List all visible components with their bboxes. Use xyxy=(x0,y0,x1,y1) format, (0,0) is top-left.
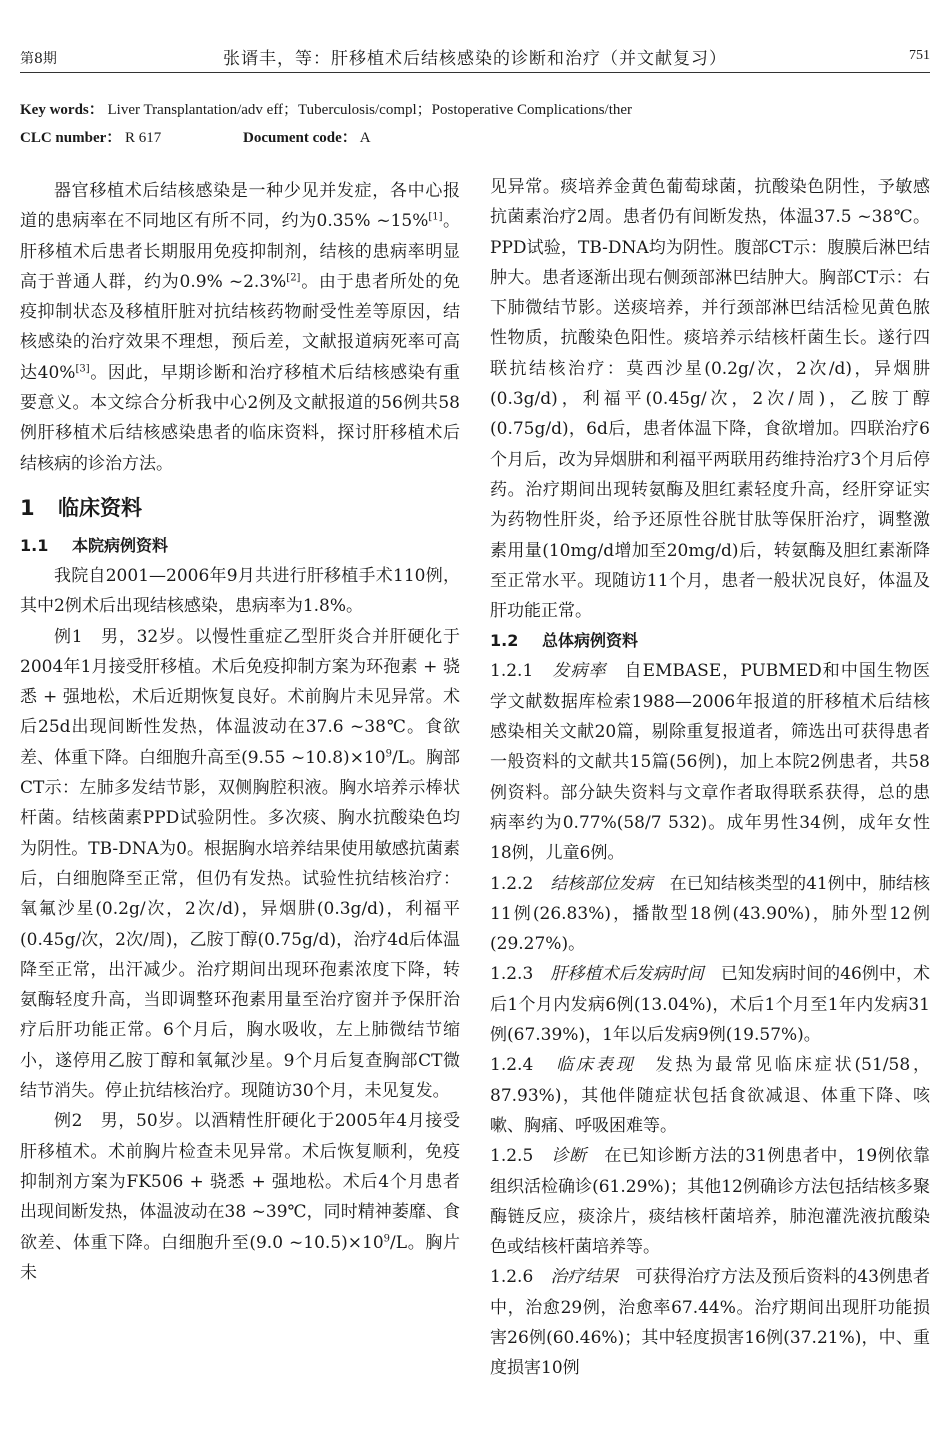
clc-value: R 617 xyxy=(125,130,162,146)
clinical-manifestation-paragraph: 1.2.4 临床表现 发热为最常见临床症状(51/58，87.93%)，其他伴随症状包括食欲减退、体重下降、咳嗽、胸痛、呼吸困难等。 xyxy=(490,1055,931,1136)
hospital-cases-paragraph: 我院自2001—2006年9月共进行肝移植手术110例，其中2例术后出现结核感染，患病率为1.8%。 xyxy=(20,565,460,617)
running-title: 张谞丰，等：肝移植术后结核感染的诊断和治疗（并文献复习） xyxy=(223,49,727,69)
right-column xyxy=(490,172,930,1384)
section-heading-1-1: 1.1 本院病例资料 xyxy=(20,535,169,555)
case-1-paragraph: 例1 男，32岁。以慢性重症乙型肝炎合并肝硬化于2004年1月接受肝移植。术后免疫抑制方案为环孢素 + 骁悉 + 强地松，术后近期恢复良好。术前胸片未见异常。术后25d出现间断性发热，体温波动在37.6 ~38℃。食欲差、体重下降。白细胞升高至(9.55 $\sim 10.8)\times 10^9/L$。胸部CT示：左肺多发结节影，双侧胸腔积液。胸水培养示棒状杆菌。结核菌素PPD试验阴性。多次痰、胸水抗酸染色均为阴性。TB-DNA为0。根据胸水培养结果使用敏感抗菌素后，白细胞降至正常，但仍有发热。试验性抗结核治疗：氧氟沙星(0.2g/次，2次/d)，异烟肼(0.3g/d)，利福平(0.45g/次，2次/周)，乙胺丁醇(0.75g/d)，治疗4d后体温降至正常，出汗减少。治疗期间出现环孢素浓度下降，转氨酶轻度升高，当即调整环孢素用量至治疗窗并予保肝治疗后肝功能正常。6个月后，胸水吸收，左上肺微结节缩小，遂停用乙胺丁醇和氧氟沙星。9个月后复查胸部CT微结节消失。停止抗结核治疗。现随访30个月，未见复发。 xyxy=(20,626,460,1102)
clc-label: CLC number xyxy=(20,130,107,146)
site-paragraph: 1.2.2 结核部位发病 在已知结核类型的41例中，肺结核11例(26.83%)，播散型18例(43.90%)，肺外型12例(29.27%)。 xyxy=(490,873,931,955)
case-2-continued: 见异常。痰培养金黄色葡萄球菌，抗酸染色阴性，予敏感抗菌素治疗2周。患者仍有间断发热，体温37.5 ~38℃。PPD试验，TB-DNA均为阴性。腹部CT示：腹膜后淋巴结肿大。患者逐渐出现右侧颈部淋巴结肿大。胸部CT示：右下肺微结节影。送痰培养，并行颈部淋巴结活检见黄色脓性物质，抗酸染色阳性。痰培养示结核杆菌生长。遂行四联抗结核治疗：莫西沙星(0.2g/次，2次/d)，异烟肼(0.3g/d)，利福平(0.45g/次，2次/周)，乙胺丁醇(0.75g/d)，6d后，患者体温下降，食欲增加。四联治疗6个月后，改为异烟肼和利福平两联用药维持治疗3个月后停药。治疗期间出现转氨酶及胆红素轻度升高，经肝穿证实为药物性肝炎，给予还原性谷胱甘肽等保肝治疗，调整激素用量(10mg/d增加至20mg/d)后，转氨酶及胆红素渐降至正常水平。现随访11个月，患者一般状况良好，体温及肝功能正常。 xyxy=(490,177,930,622)
left-column xyxy=(20,176,460,1288)
citation-3: [3] xyxy=(75,363,90,375)
keywords-block: Key words： Liver Transplantation/adv eff；Tuberculosis/compl；Postoperative Complications/ther CLC number： R 617 Document code： A xyxy=(20,102,633,146)
intro-paragraph: 器官移植术后结核感染是一种少见并发症，各中心报道的患病率在不同地区有所不同，约为0.35% ~15%[1]。肝移植术后患者长期服用免疫抑制剂，结核的患病率明显高于普通人群，约为0.9% ~2.3%[2]。由于患者所处的免疫抑制状态及移植肝脏对抗结核药物耐受性差等原因，结核感染的治疗效果不理想，预后差，文献报道病死率可高达40%[3]。因此，早期诊断和治疗移植术后结核感染有重要意义。本文综合分析我中心2例及文献报道的56例共58例肝移植术后结核感染患者的临床资料，探讨肝移植术后结核病的诊治方法。 xyxy=(20,181,461,474)
page-number: 751 xyxy=(909,48,930,63)
running-header xyxy=(20,44,930,74)
keywords-text: Liver Transplantation/adv eff；Tuberculosis/compl；Postoperative Complications/ther xyxy=(107,102,633,118)
issue-number: 第8期 xyxy=(20,51,57,67)
diagnosis-paragraph: 1.2.5 诊断 在已知诊断方法的31例患者中，19例依靠组织活检确诊(61.29%)；其他12例确诊方法包括结核多聚酶链反应，痰涂片，痰结核杆菌培养，肺泡灌洗液抗酸染色或结核杆菌培养等。 xyxy=(490,1146,931,1258)
citation-1: [1] xyxy=(428,211,443,223)
section-heading-1: 1 临床资料 xyxy=(20,495,142,520)
onset-time-paragraph: 1.2.3 肝移植术后发病时间 已知发病时间的46例中，术后1个月内发病6例(13.04%)，术后1个月至1年内发病31例(67.39%)，1年以后发病9例(19.57%)。 xyxy=(490,964,931,1046)
incidence-paragraph: 1.2.1 发病率 自EMBASE，PUBMED和中国生物医学文献数据库检索1988—2006年报道的肝移植术后结核感染相关文献20篇，剔除重复报道者，筛选出可获得患者一般资料的文献共15篇(56例)，加上本院2例患者，共58例资料。部分缺失资料与文章作者取得联系获得，总的患病率约为0.77%(58/7 532)。成年男性34例，成年女性18例，儿童6例。 xyxy=(490,661,930,864)
citation-2: [2] xyxy=(286,272,301,284)
section-heading-1-2: 1.2 总体病例资料 xyxy=(490,631,639,651)
doc-code-value: A xyxy=(359,130,371,146)
treatment-result-paragraph: 1.2.6 治疗结果 可获得治疗方法及预后资料的43例患者中，治愈29例，治愈率67.44%。治疗期间出现肝功能损害26例(60.46%)；其中轻度损害16例(37.21%)，中、重度损害10例 xyxy=(490,1267,931,1379)
header-divider xyxy=(20,72,930,73)
case-2-paragraph: 例2 男，50岁。以酒精性肝硬化于2005年4月接受肝移植术。术前胸片检查未见异常。术后恢复顺利，免疫抑制剂方案为FK506 + 骁悉 + 强地松。术后4个月患者出现间断发热，体温波动在38 ~39℃，同时精神萎靡、食欲差、体重下降。白细胞升至(9.0 $\sim 10.5)\times 10^9/L$。胸片未 xyxy=(20,1111,460,1283)
keywords-label: Key words xyxy=(20,102,89,118)
doc-code-label: Document code xyxy=(243,130,342,146)
